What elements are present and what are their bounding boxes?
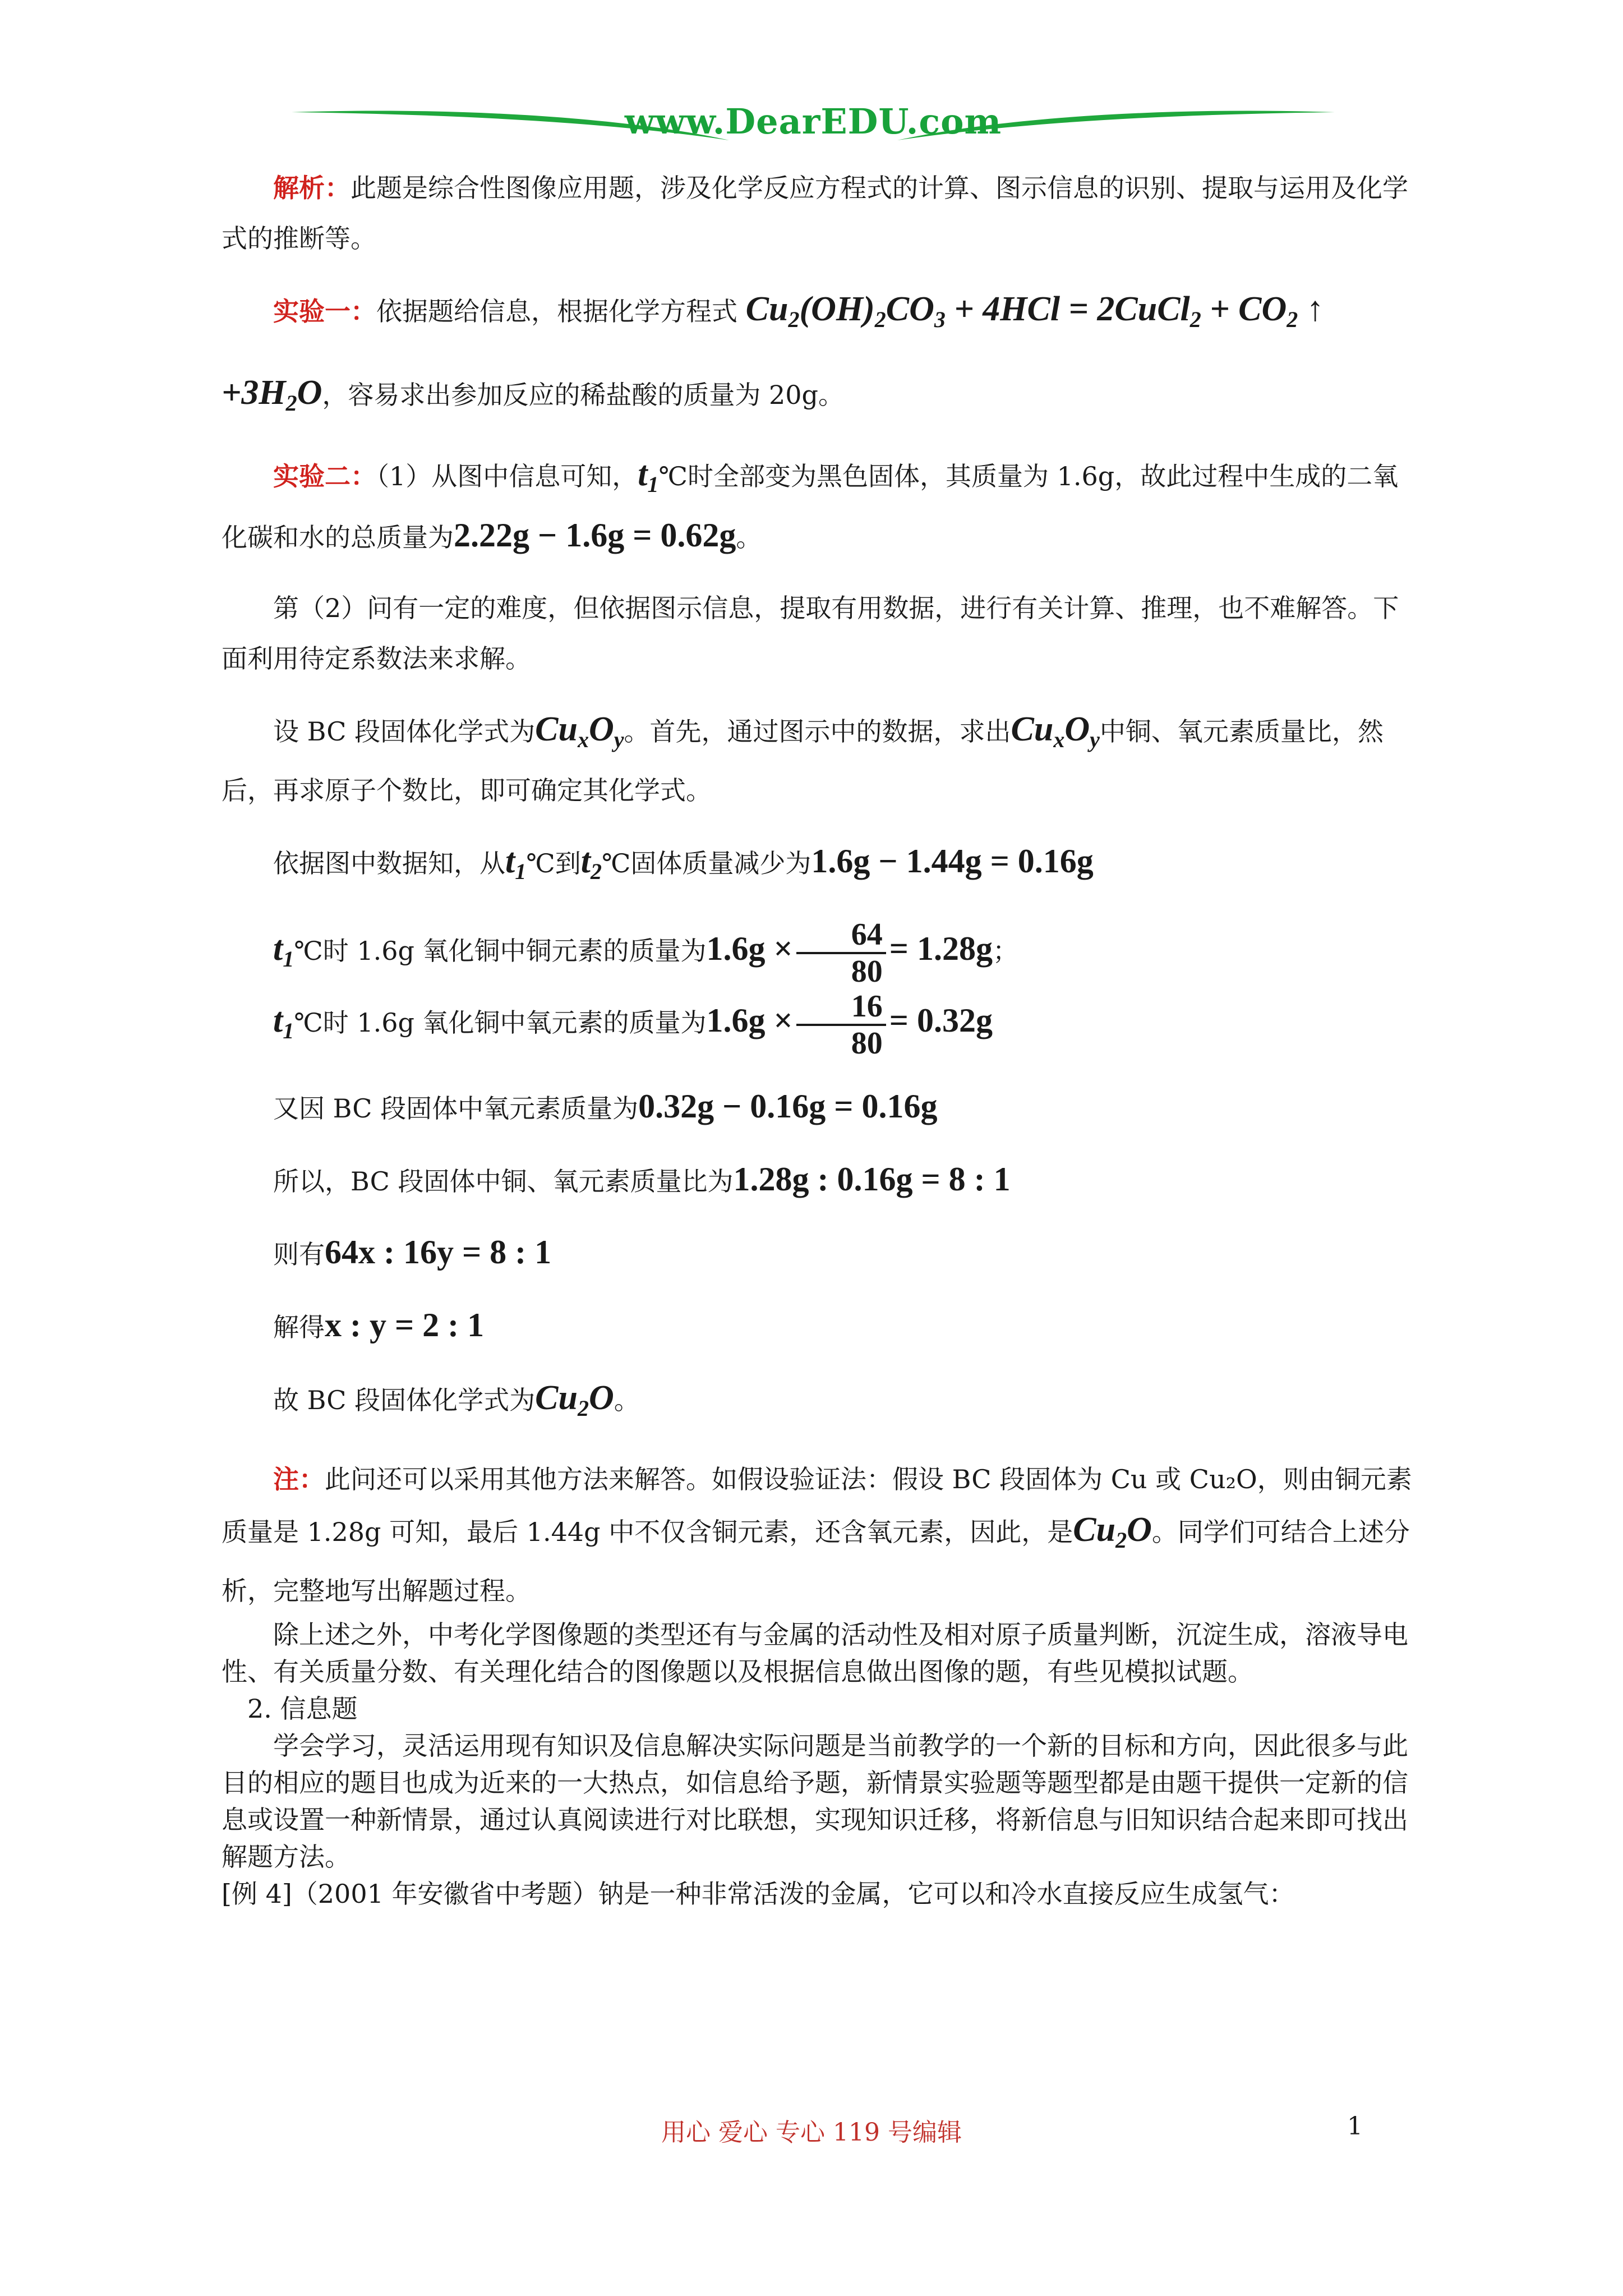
paragraph-note: 注：此问还可以采用其他方法来解答。如假设验证法：假设 BC 段固体为 Cu 或 Cu₂O，则由铜元素质量是 1.28g 可知，最后 1.44g 中不仅含铜元素，还含氧元素，因此，是Cu2O。同学们可结合上述分析，完整地写出解题过程。 xyxy=(222,1464,1412,1606)
paragraph-experiment-1: 实验一：依据题给信息，根据化学方程式 Cu2(OH)2CO3 + 4HCl = 2CuCl2 + CO2 ↑ xyxy=(273,290,1324,332)
paragraph-mass-ratio: 所以，BC 段固体中铜、氧元素质量比为1.28g : 0.16g = 8 : 1 xyxy=(273,1161,1011,1198)
chemical-equation: Cu2(OH)2CO3 + 4HCl = 2CuCl2 + CO2 ↑ xyxy=(745,290,1324,332)
paragraph-equation-xy: 则有64x : 16y = 8 : 1 xyxy=(273,1234,552,1271)
paragraph-assume-formula: 设 BC 段固体化学式为$Cu_xO_y$。首先，通过图示中的数据，求出$Cu_xO_y$中铜、氧元素质量比，然后，再求原子个数比，即可确定其化学式。 xyxy=(222,710,1384,806)
paragraph-analysis: 解析：此题是综合性图像应用题，涉及化学反应方程式的计算、图示信息的识别、提取与运用及化学式的推断等。 xyxy=(222,173,1408,254)
paragraph-summary: 除上述之外，中考化学图像题的类型还有与金属的活动性及相对原子质量判断，沉淀生成，溶液导电性、有关质量分数、有关理化结合的图像题以及根据信息做出图像的题，有些见模拟试题。 xyxy=(222,1619,1408,1687)
site-url[interactable]: www.DearEDU.com xyxy=(624,101,1002,142)
site-header xyxy=(292,95,1335,157)
paragraph-result-formula: 故 BC 段固体化学式为Cu2O。 xyxy=(273,1379,640,1421)
page-footer: 用心 爱心 专心 119 号编辑 xyxy=(661,2118,962,2147)
paragraph-experiment-1-cont: +3H2O，容易求出参加反应的稀盐酸的质量为 20g。 xyxy=(222,374,844,416)
paragraph-example-4: [例 4]（2001 年安徽省中考题）钠是一种非常活泼的金属，它可以和冷水直接反应生成氢气： xyxy=(222,1879,1295,1909)
fraction-64-80: $\frac{64}{80}$ xyxy=(796,917,886,989)
page-number: 1 xyxy=(1347,2112,1363,2141)
paragraph-copper-mass: t1℃时 1.6g 氧化铜中铜元素的质量为1.6g × $\frac{64}{80}$ = 1.28g； xyxy=(273,917,1018,989)
paragraph-experiment-2: 实验二：（1）从图中信息可知，t1℃时全部变为黑色固体，其质量为 1.6g，故此过程中生成的二氧化碳和水的总质量为2.22g − 1.6g = 0.62g。 xyxy=(222,455,1399,554)
paragraph-part-2: 第（2）问有一定的难度，但依据图示信息，提取有用数据，进行有关计算、推理，也不难解答。下面利用待定系数法来求解。 xyxy=(222,593,1399,674)
section-heading-info: 2. 信息题 xyxy=(247,1694,358,1724)
paragraph-solve-xy: 解得x : y = 2 : 1 xyxy=(273,1306,485,1343)
document-body xyxy=(222,163,1416,1912)
fraction-16-80: $\frac{16}{80}$ xyxy=(796,989,886,1061)
paragraph-info-questions: 学会学习，灵活运用现有知识及信息解决实际问题是当前教学的一个新的目标和方向，因此很多与此目的相应的题目也成为近来的一大热点，如信息给予题，新情景实验题等题型都是由题干提供一定新的信息或设置一种新情景，通过认真阅读进行对比联想，实现知识迁移，将新信息与旧知识结合起来即可找出解题方法。 xyxy=(222,1731,1408,1872)
paragraph-bc-oxygen: 又因 BC 段固体中氧元素质量为0.32g − 0.16g = 0.16g xyxy=(273,1088,938,1125)
paragraph-oxygen-mass: t1℃时 1.6g 氧化铜中氧元素的质量为1.6g × $\frac{16}{80}$ = 0.32g xyxy=(273,989,993,1061)
paragraph-mass-decrease: 依据图中数据知，从t1℃到t2℃固体质量减少为1.6g − 1.44g = 0.16g xyxy=(273,842,1094,884)
